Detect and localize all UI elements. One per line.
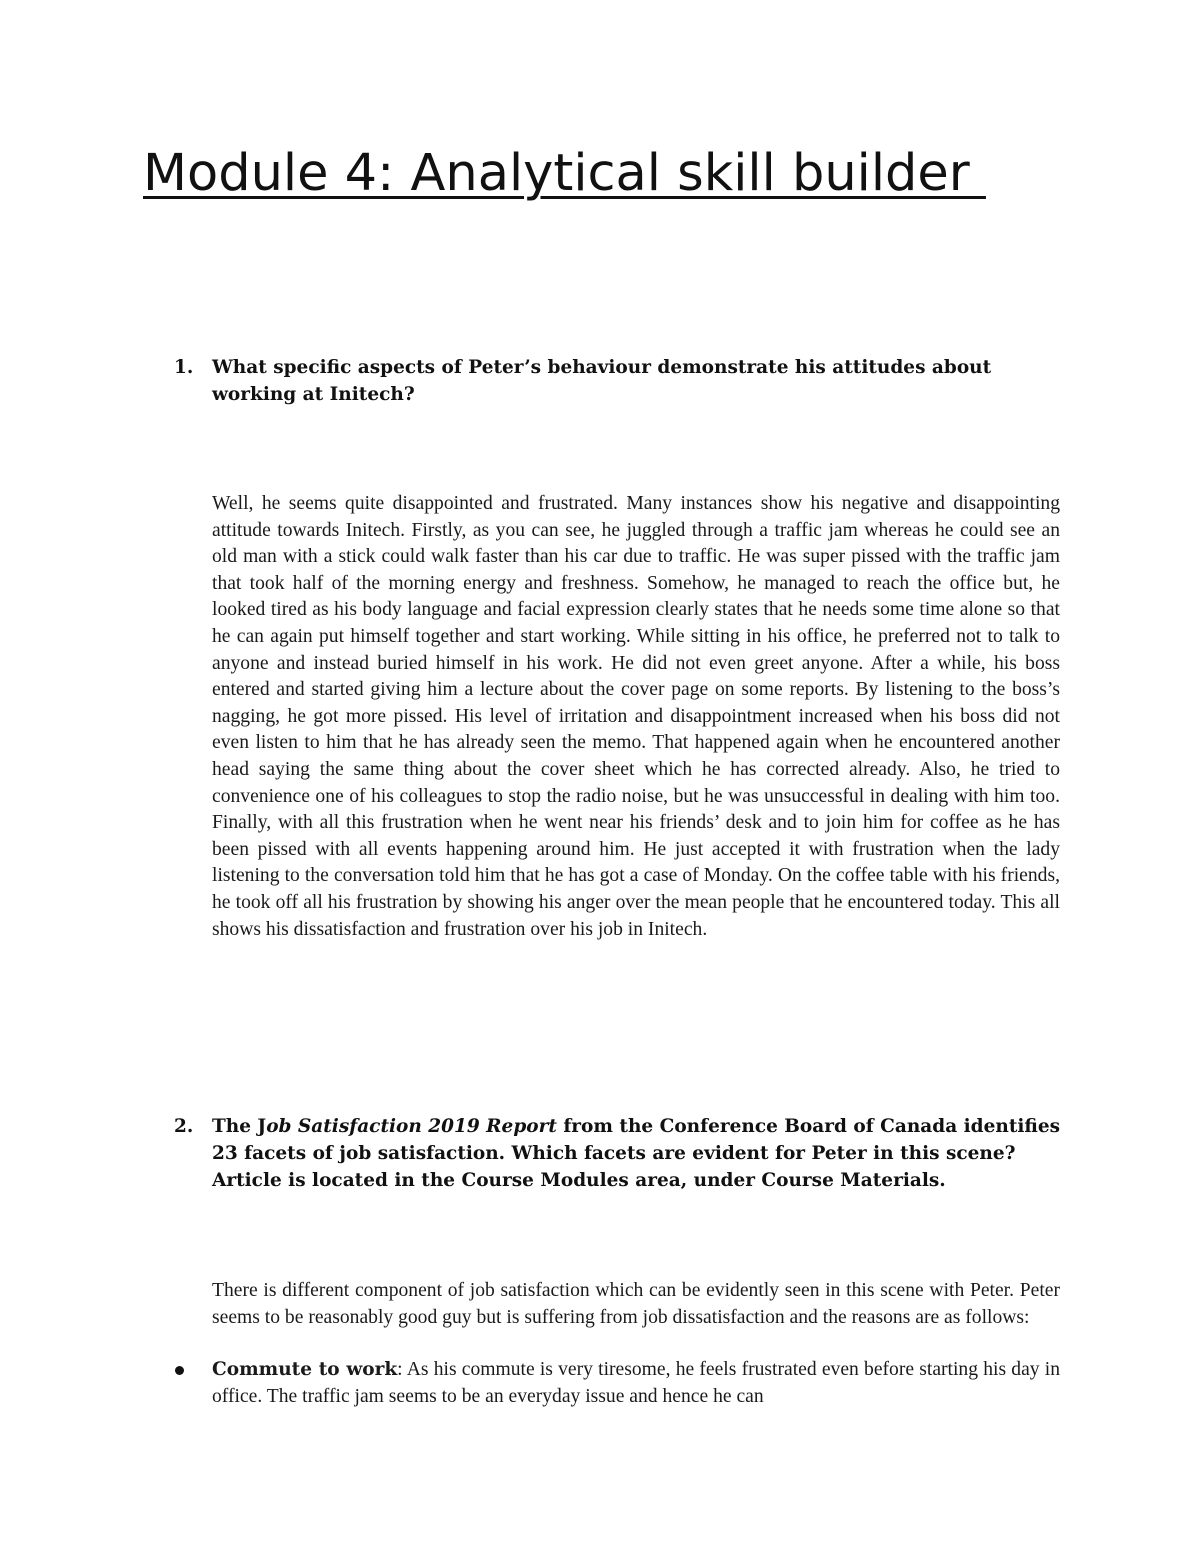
question-text: What specific aspects of Peter’s behaviour demonstrate his attitudes about working at Initech? (212, 357, 992, 405)
page-title: Module 4: Analytical skill builder (143, 144, 986, 203)
list-item (170, 1357, 1060, 1410)
bullet-icon (175, 1366, 184, 1375)
facet-list (170, 1357, 1060, 1410)
question-text (212, 1113, 1064, 1194)
answer-1-paragraph: Well, he seems quite disappointed and frustrated. Many instances show his negative and disappointing attitude towards Initech. Firstly, as you can see, he juggled through a traffic jam whereas he could see an old man with a stick could walk faster than his car due to traffic. He was super pissed with the traffic jam that took half of the morning energy and freshness. Somehow, he managed to reach the office but, he looked tired as his body language and facial expression clearly states that he needs some time alone so that he can again put himself together and start working. While sitting in his office, he preferred not to talk to anyone and instead buried himself in his work. He did not even greet anyone. After a while, his boss entered and started giving him a lecture about the cover page on some reports. By listening to the boss’s nagging, he got more pissed. His level of irritation and disappointment increased when his boss did not even listen to him that he has already seen the memo. That happened again when he encountered another head saying the same thing about the cover sheet which he has corrected already. Also, he tried to convenience one of his colleagues to stop the radio noise, but he was unsuccessful in dealing with him too. Finally, with all this frustration when he went near his friends’ desk and to join him for coffee as he has been pissed with all events happening around him. He just accepted it with frustration when the lady listening to the conversation told him that he has got a case of Monday. On the coffee table with his friends, he took off all his frustration by showing his anger over the mean people that he encountered today. This all shows his dissatisfaction and frustration over his job in Initech. (212, 493, 1060, 940)
question-text-prefix: The J (212, 1116, 267, 1137)
question-1 (174, 354, 1064, 408)
question-number: 2. (174, 1116, 194, 1137)
question-text-suffix: from the Conference Board of Canada identifies 23 facets of job satisfaction. Which facets are evident for Peter in this scene? Article is located in the Course Modules area, under Course Materials. (212, 1116, 1061, 1191)
answer-2-intro: There is different component of job satisfaction which can be evidently seen in this scene with Peter. Peter seems to be reasonably good guy but is suffering from job dissatisfaction and the reasons are as follows: (212, 1280, 1060, 1328)
question-number: 1. (174, 357, 194, 378)
question-2 (174, 1113, 1064, 1194)
report-title-italic: ob Satisfaction 2019 Report (266, 1116, 557, 1137)
facet-description: : As his commute is very tiresome, he feels frustrated even before starting his day in office. The traffic jam seems to be an everyday issue and hence he can (212, 1359, 1061, 1407)
facet-term: Commute to work (212, 1359, 398, 1380)
